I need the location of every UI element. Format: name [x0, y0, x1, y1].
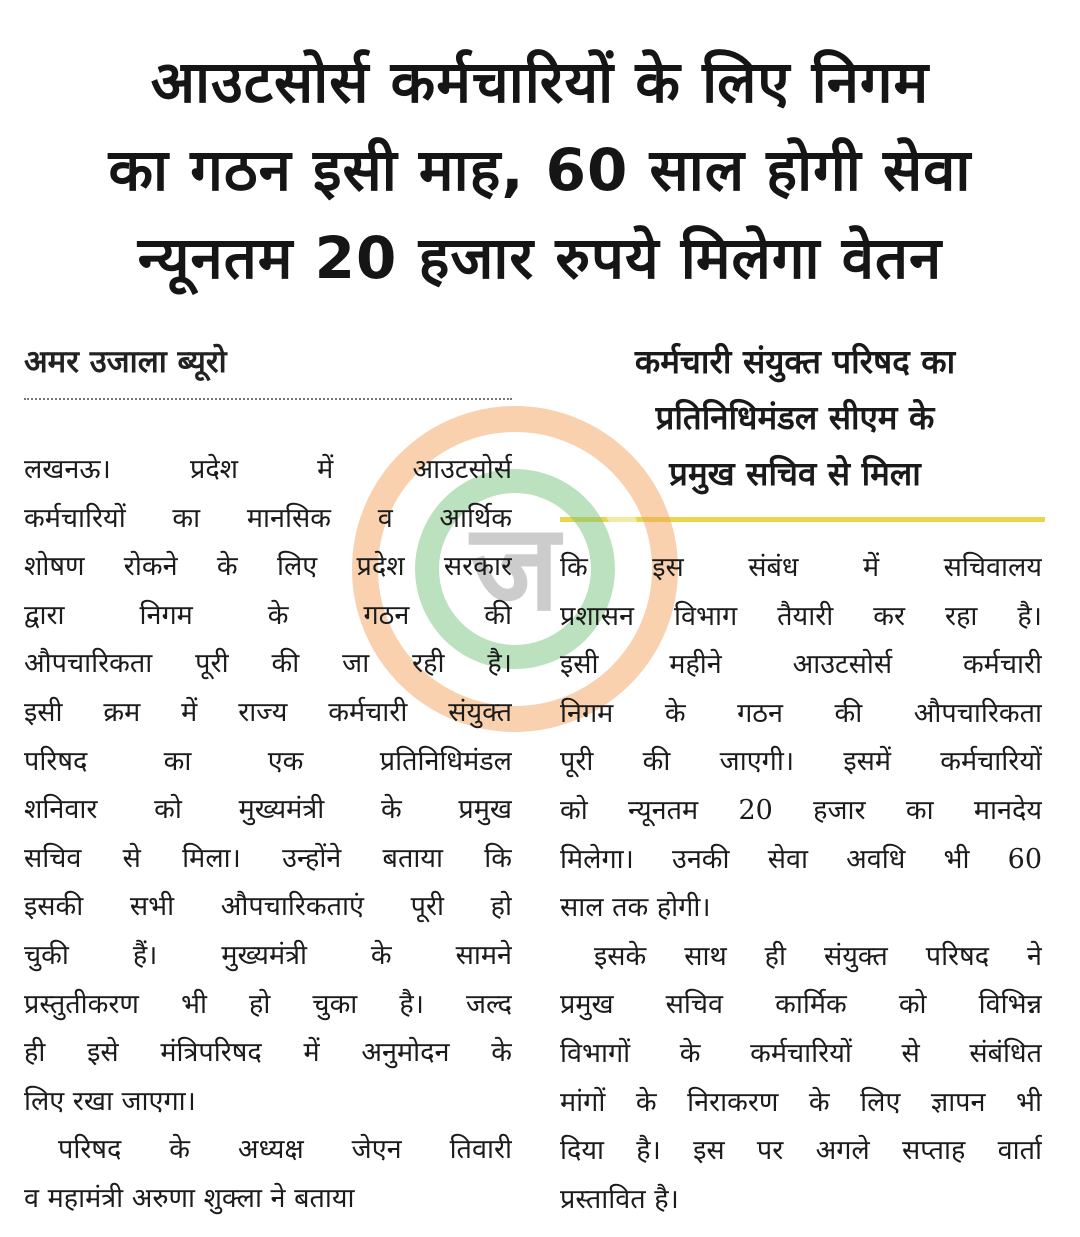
article-text-line: सचिव से मिला। उन्होंने बताया कि [24, 842, 512, 874]
article-text-line: व महामंत्री अरुणा शुक्ला ने बताया [24, 1182, 355, 1214]
subheadline-yellow-rule [560, 517, 1045, 522]
article-text-line: विभागों के कर्मचारियों से संबंधित [560, 1037, 1042, 1069]
subheadline-line-3: प्रमुख सचिव से मिला [669, 454, 921, 493]
article-text-line: मांगों के निराकरण के लिए ज्ञापन भी [560, 1086, 1042, 1118]
article-text-line: शोषण रोकने के लिए प्रदेश सरकार [24, 551, 512, 583]
article-text-line: प्रशासन विभाग तैयारी कर रहा है। [560, 600, 1042, 632]
article-text-line: चुकी हैं। मुख्यमंत्री के सामने [24, 939, 512, 971]
article-right-column [560, 544, 1042, 1224]
article-text-line: द्वारा निगम के गठन की [24, 599, 512, 631]
article-left-column [24, 446, 512, 1224]
headline-line-1: आउटसोर्स कर्मचारियों के लिए निगम [150, 48, 930, 116]
article-text-line: को न्यूनतम 20 हजार का मानदेय [560, 794, 1042, 826]
watermark-letter: ज [470, 499, 560, 638]
article-text-line: प्रस्तुतीकरण भी हो चुका है। जल्द [24, 988, 512, 1020]
article-text-line: कर्मचारियों का मानसिक व आर्थिक [24, 502, 512, 534]
headline [20, 38, 1060, 302]
article-text-line: प्रस्तावित है। [560, 1183, 679, 1215]
article-text-line: लिए रखा जाएगा। [24, 1085, 196, 1117]
article-text-line: पूरी की जाएगी। इसमें कर्मचारियों [560, 746, 1042, 778]
article-text-line: प्रमुख सचिव कार्मिक को विभिन्न [560, 989, 1042, 1021]
article-text-line: परिषद का एक प्रतिनिधिमंडल [24, 745, 512, 777]
article-text-line: दिया है। इस पर अगले सप्ताह वार्ता [560, 1135, 1042, 1167]
article-text-line: इसी क्रम में राज्य कर्मचारी संयुक्त [24, 696, 512, 728]
article-text-line: परिषद के अध्यक्ष जेएन तिवारी [58, 1134, 512, 1166]
subheadline [560, 334, 1030, 502]
byline-divider [24, 398, 512, 400]
article-text-line: औपचारिकता पूरी की जा रही है। [24, 648, 512, 680]
article-text-line: कि इस संबंध में सचिवालय [560, 552, 1042, 583]
subheadline-line-2: प्रतिनिधिमंडल सीएम के [655, 398, 935, 437]
subheadline-line-1: कर्मचारी संयुक्त परिषद का [634, 342, 956, 381]
article-text-line: साल तक होगी। [560, 892, 711, 924]
byline: अमर उजाला ब्यूरो [24, 344, 227, 380]
article-text-line: ही इसे मंत्रिपरिषद में अनुमोदन के [24, 1037, 512, 1069]
article-text-line: इसी महीने आउटसोर्स कर्मचारी [560, 649, 1042, 681]
headline-line-3: न्यूनतम 20 हजार रुपये मिलेगा वेतन [137, 224, 943, 292]
article-text-line: लखनऊ। प्रदेश में आउटसोर्स [24, 454, 512, 485]
headline-line-2: का गठन इसी माह, 60 साल होगी सेवा [108, 136, 972, 204]
article-text-line: इसके साथ ही संयुक्त परिषद ने [594, 940, 1042, 972]
article-text-line: मिलेगा। उनकी सेवा अवधि भी 60 [560, 843, 1042, 875]
article-text-line: निगम के गठन की औपचारिकता [560, 697, 1042, 729]
article-text-line: इसकी सभी औपचारिकताएं पूरी हो [24, 891, 512, 923]
article-text-line: शनिवार को मुख्यमंत्री के प्रमुख [24, 794, 512, 826]
